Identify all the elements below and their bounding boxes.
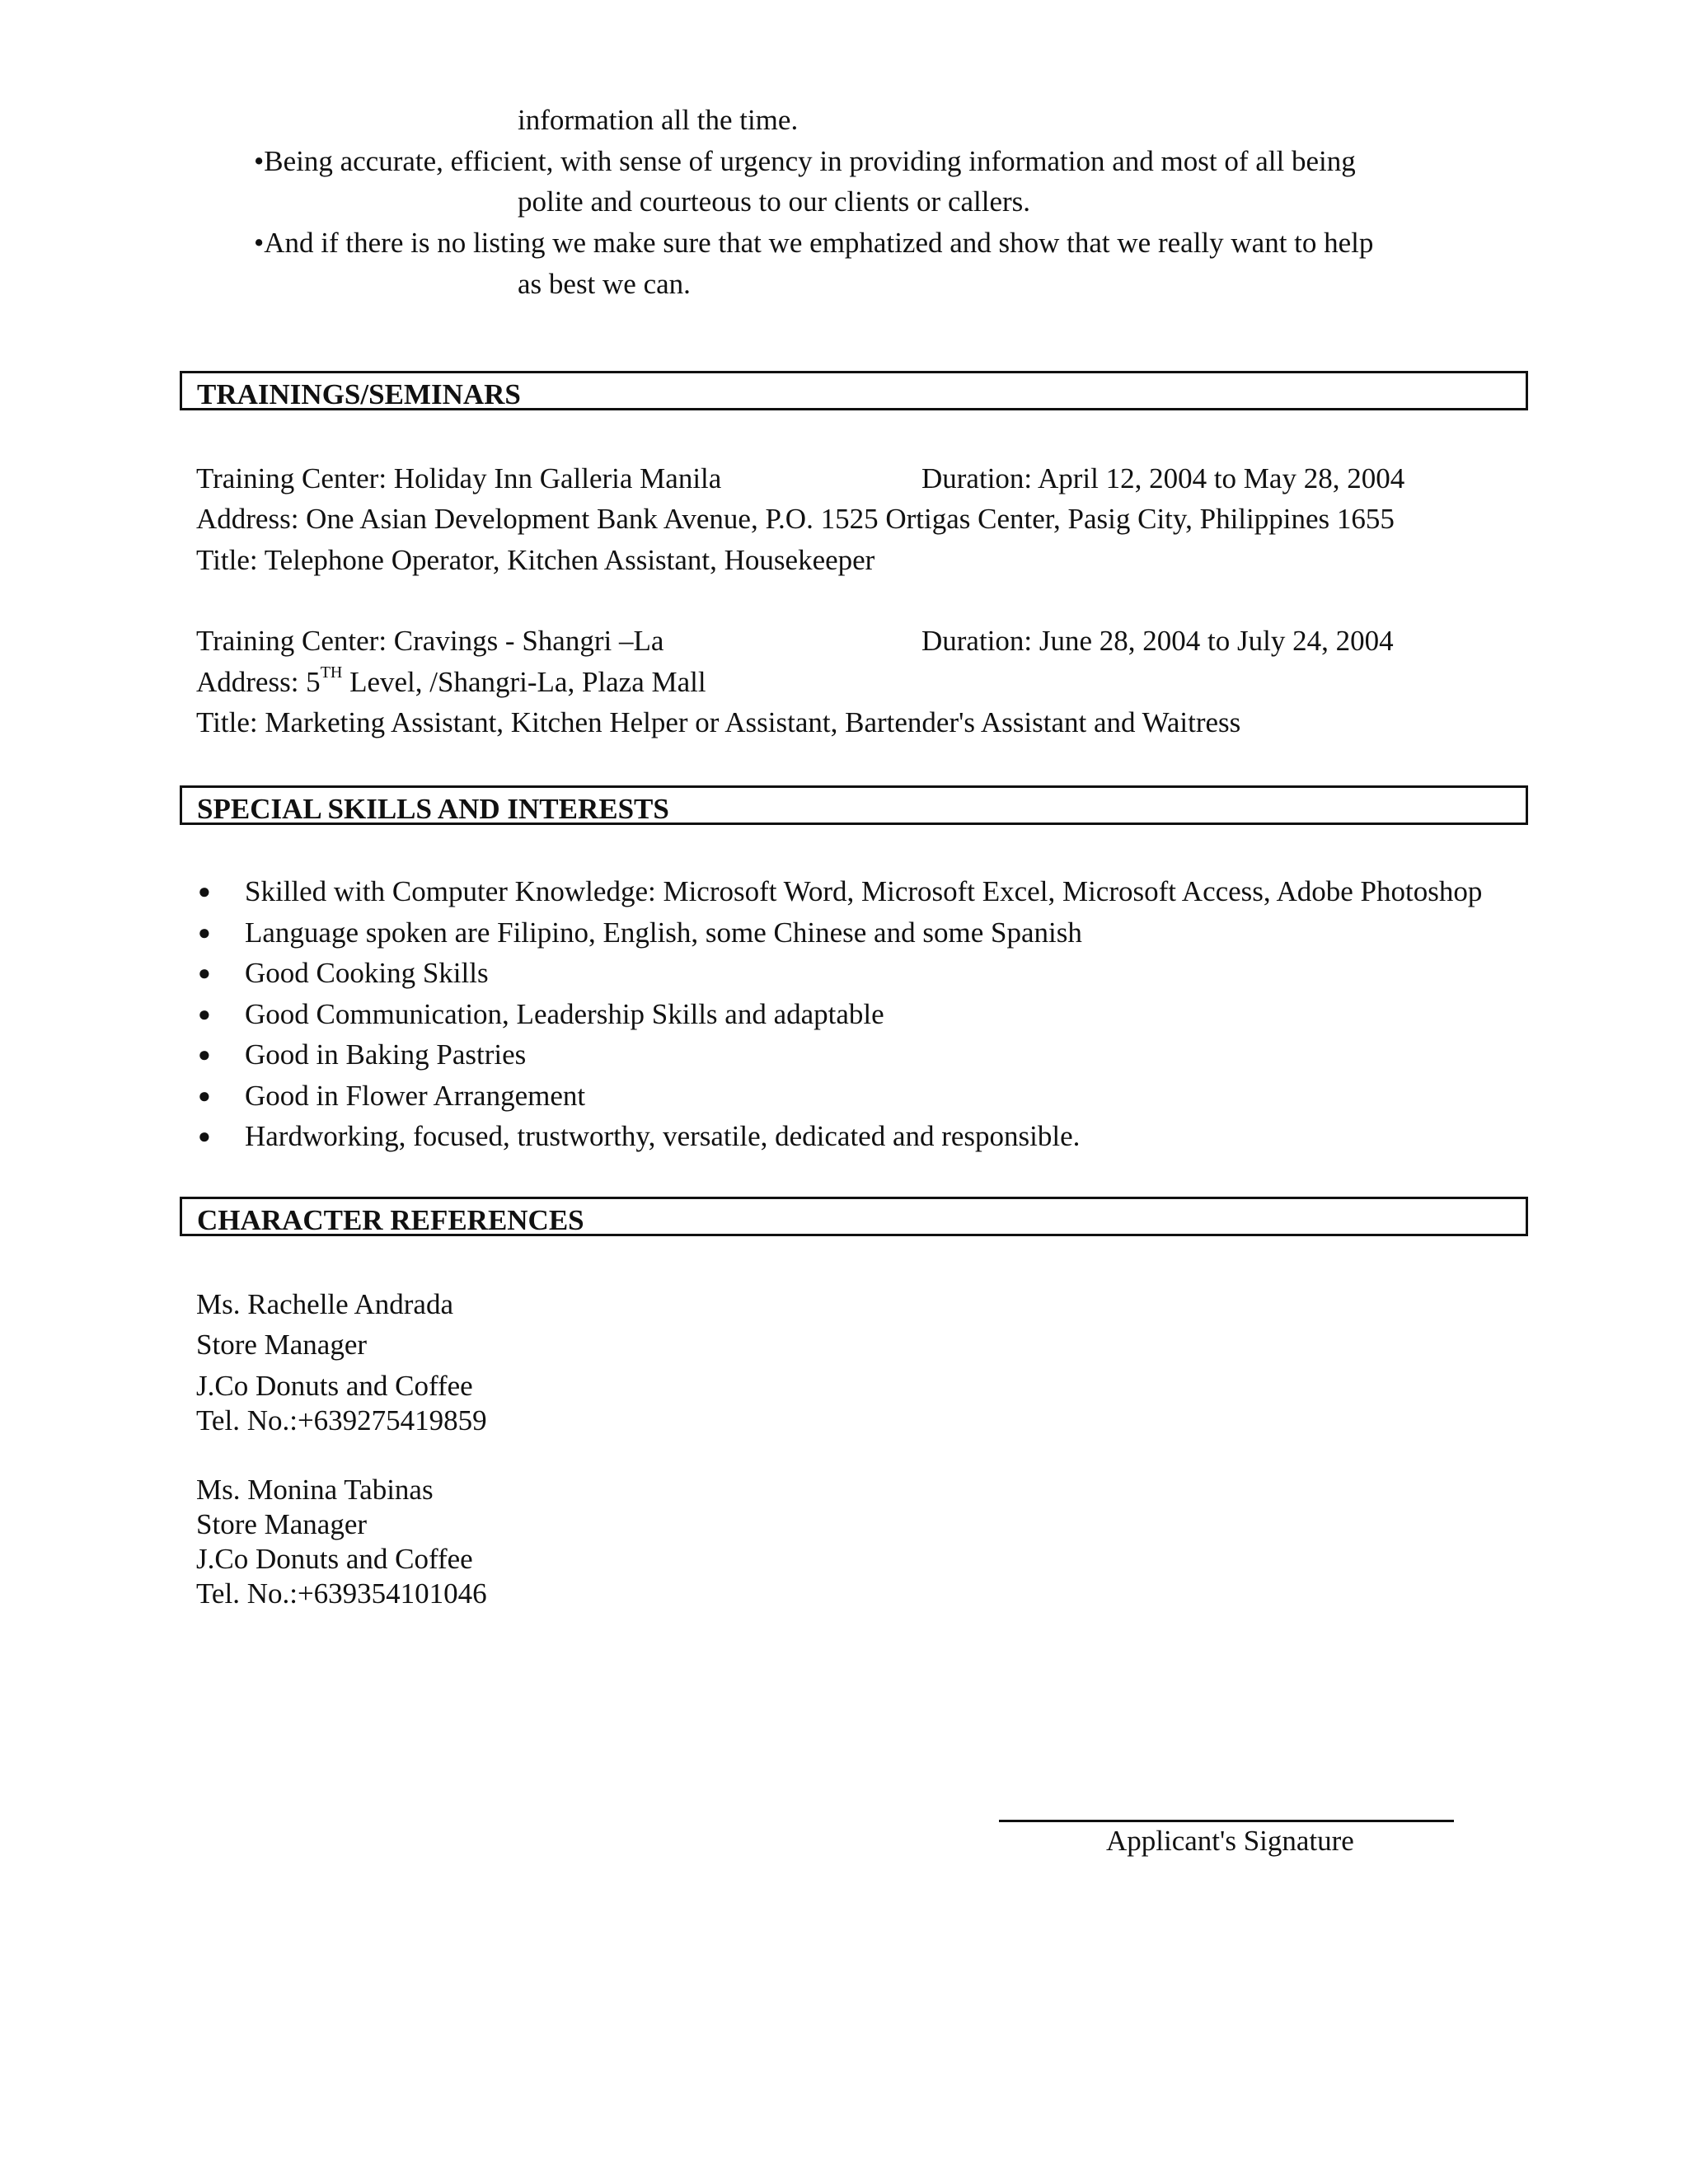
intro-bullet-line: •Being accurate, efficient, with sense of urgency in providing information and most of all being [254,145,1356,177]
training-center: Training Center: Cravings - Shangri –La [196,625,664,657]
bullet-icon: ● [198,921,211,944]
training-address: Address: One Asian Development Bank Avenue, P.O. 1525 Ortigas Center, Pasig City, Philippines 1655 [196,503,1395,535]
training-center: Training Center: Holiday Inn Galleria Manila [196,462,722,494]
reference-name: Ms. Monina Tabinas [196,1474,434,1506]
section-heading-references: CHARACTER REFERENCES [197,1204,584,1236]
training-address: Address: 5TH Level, /Shangri-La, Plaza Mall [196,663,706,698]
skill-item: Skilled with Computer Knowledge: Microsoft Word, Microsoft Excel, Microsoft Access, Adobe Photoshop [245,875,1483,907]
bullet-icon: ● [198,879,211,903]
signature-label: Applicant's Signature [1106,1825,1354,1857]
reference-position: Store Manager [196,1508,368,1540]
section-header-box [180,1197,1528,1236]
training-title: Title: Telephone Operator, Kitchen Assistant, Housekeeper [196,544,875,576]
skill-item: Language spoken are Filipino, English, some Chinese and some Spanish [245,916,1082,949]
bullet-icon: ● [198,1043,211,1066]
intro-line: information all the time. [518,104,799,136]
signature-line [999,1820,1454,1822]
training-duration: Duration: April 12, 2004 to May 28, 2004 [921,462,1405,494]
training-duration: Duration: June 28, 2004 to July 24, 2004 [921,625,1394,657]
intro-bullet-continuation: polite and courteous to our clients or callers. [518,185,1031,218]
reference-name: Ms. Rachelle Andrada [196,1288,453,1320]
reference-position: Store Manager [196,1329,368,1361]
bullet-icon: ● [198,961,211,985]
reference-phone: Tel. No.:+639354101046 [196,1577,487,1610]
section-heading-trainings: TRAININGS/SEMINARS [197,378,521,410]
reference-company: J.Co Donuts and Coffee [196,1370,473,1402]
training-title: Title: Marketing Assistant, Kitchen Helper or Assistant, Bartender's Assistant and Waitress [196,706,1241,738]
section-heading-skills: SPECIAL SKILLS AND INTERESTS [197,793,669,825]
bullet-icon: ● [198,1002,211,1026]
section-header-box [180,371,1528,410]
bullet-icon: ● [198,1084,211,1108]
skill-item: Good Communication, Leadership Skills and adaptable [245,998,884,1030]
intro-bullet-continuation: as best we can. [518,268,691,300]
skill-item: Good Cooking Skills [245,957,489,989]
skill-item: Hardworking, focused, trustworthy, versatile, dedicated and responsible. [245,1120,1081,1152]
reference-phone: Tel. No.:+639275419859 [196,1404,487,1436]
skill-item: Good in Baking Pastries [245,1038,527,1071]
section-header-box [180,785,1528,825]
skill-item: Good in Flower Arrangement [245,1080,586,1112]
reference-company: J.Co Donuts and Coffee [196,1543,473,1575]
intro-bullet-line: •And if there is no listing we make sure that we emphatized and show that we really want to help [254,227,1374,259]
bullet-icon: ● [198,1124,211,1148]
